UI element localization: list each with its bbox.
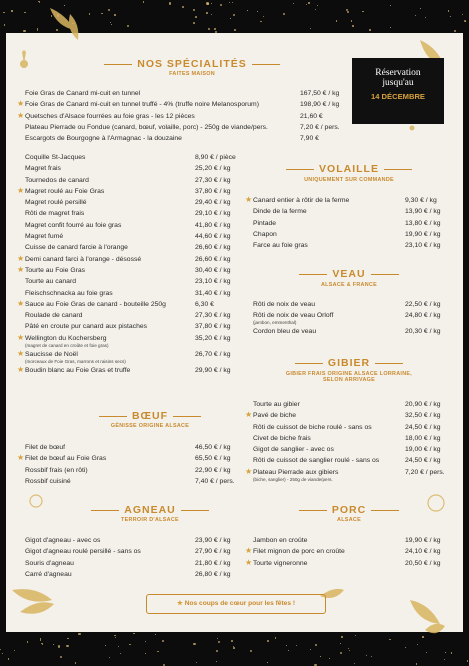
menu-item-price: 20,90 € / kg <box>405 401 441 408</box>
porc-subtitle: ALSACE <box>337 517 361 523</box>
menu-item-price: 32,50 € / kg <box>405 412 441 420</box>
menu-item <box>25 443 245 454</box>
menu-item-price: 6,30 € <box>195 300 214 308</box>
menu-item-price: 8,90 € / pièce <box>195 154 236 161</box>
star-icon: ★ <box>17 348 25 358</box>
menu-item <box>25 559 245 570</box>
menu-item-name: Filet de bœuf au Foie Gras <box>25 455 107 463</box>
volaille-title: VOLAILLE <box>255 163 443 175</box>
menu-item-price: 24,50 € / kg <box>405 457 441 465</box>
menu-item-name: Pintade <box>253 219 277 227</box>
menu-item-name: Civet de biche frais <box>253 434 311 442</box>
star-icon: ★ <box>17 332 25 342</box>
menu-item <box>245 557 453 570</box>
menu-item <box>253 219 453 230</box>
menu-item-price: 27,30 € / kg <box>195 312 231 320</box>
star-icon: ★ <box>17 453 25 463</box>
star-icon: ★ <box>245 195 253 204</box>
menu-item <box>25 466 245 477</box>
menu-item-name: Magret frais <box>25 165 61 173</box>
menu-item-name: Magret confit fourré au foie gras <box>25 221 122 229</box>
menu-item <box>17 264 245 277</box>
volaille-subtitle: UNIQUEMENT SUR COMMANDE <box>304 177 394 183</box>
specialites-title: NOS SPÉCIALITÉS <box>92 58 292 70</box>
menu-item-name: Cuisse de canard farcie à l'orange <box>25 244 128 252</box>
menu-item-name: Pâté en croute pur canard aux pistaches <box>25 323 148 331</box>
menu-item-price: 7,90 € <box>300 135 319 143</box>
menu-item-note: (jambon, emmenthal) <box>253 320 297 326</box>
veau-title: VEAU <box>255 268 443 280</box>
menu-item-name: Fleischschnacka au foie gras <box>25 289 113 297</box>
menu-item <box>25 123 345 134</box>
menu-item-name: Coquille St-Jacques <box>25 154 86 161</box>
menu-item-name: Magret fumé <box>25 233 64 241</box>
reservation-line1: Réservation <box>375 68 421 78</box>
menu-item <box>17 99 345 111</box>
menu-item <box>25 322 245 333</box>
star-icon: ★ <box>17 264 25 274</box>
menu-item <box>253 445 453 456</box>
menu-item-note: (morceaux de Foie Gras, marrons et raisins secs) <box>25 358 126 364</box>
menu-item-name: Filet de bœuf <box>25 444 66 451</box>
menu-item-name: Saucisse de Noël <box>25 350 78 358</box>
volaille-list <box>245 195 453 252</box>
menu-item-name: Rôti de cuissot de biche roulé - sans os <box>253 423 372 431</box>
menu-item-note: (magret de canard en croûte et foie gras) <box>25 342 109 348</box>
menu-item-price: 198,90 € / kg <box>300 101 340 109</box>
menu-item-name: Tourte au Foie Gras <box>25 266 86 274</box>
menu-item <box>245 546 453 558</box>
menu-item-price: 24,50 € / kg <box>405 423 441 431</box>
menu-item-name: Filet mignon de porc en croûte <box>253 548 345 556</box>
agneau-list <box>25 536 245 581</box>
boeuf-subtitle: GÉNISSE ORIGINE ALSACE <box>110 423 190 429</box>
menu-item <box>25 176 245 187</box>
menu-item-name: Tourte vigneronne <box>253 559 308 567</box>
menu-item <box>25 289 245 300</box>
menu-item-price: 44,60 € / kg <box>195 233 231 241</box>
menu-item-name: Foie Gras de Canard mi-cuit en tunnel truffé - 4% (truffe noire Melanosporum) <box>25 101 259 109</box>
menu-item-price: 20,30 € / kg <box>405 328 441 336</box>
gibier-title: GIBIER <box>255 357 443 369</box>
menu-item-price: 23,10 € / kg <box>195 278 231 286</box>
menu-item <box>25 547 245 558</box>
boeuf-list <box>17 443 245 488</box>
menu-item <box>17 298 245 311</box>
menu-item-name: Gigot d'agneau roulé persillé - sans os <box>25 548 141 556</box>
star-icon: ★ <box>245 410 253 420</box>
menu-item-name: Wellington du Kochersberg <box>25 334 107 342</box>
menu-item-price: 37,80 € / kg <box>195 187 231 195</box>
menu-item <box>253 327 453 338</box>
menu-item <box>25 198 245 209</box>
menu-item-price: 24,10 € / kg <box>405 548 441 556</box>
menu-item-price: 18,00 € / kg <box>405 434 441 442</box>
menu-item <box>253 536 453 547</box>
menu-item-price: 30,40 € / kg <box>195 266 231 274</box>
menu-item <box>245 410 453 422</box>
menu-item-price: 26,60 € / kg <box>195 255 231 263</box>
menu-item-name: Rôti de noix de veau <box>253 301 315 308</box>
menu-item <box>25 243 245 254</box>
menu-item-name: Demi canard farci à l'orange - désossé <box>25 255 142 263</box>
menu-item-name: Plateau Pierrade aux gibiers <box>253 468 339 476</box>
menu-item-price: 21,80 € / kg <box>195 559 231 567</box>
star-icon: ★ <box>17 185 25 195</box>
menu-item-name: Sauce au Foie Gras de canard - bouteille 250g <box>25 300 166 308</box>
menu-item-price: 19,90 € / kg <box>405 537 441 544</box>
menu-item-price: 23,90 € / kg <box>195 537 231 544</box>
favorites-legend <box>146 594 326 614</box>
menu-item <box>25 477 245 488</box>
menu-item-price: 13,80 € / kg <box>405 219 441 227</box>
specialites-list-2 <box>17 153 245 377</box>
menu-item-name: Dinde de la ferme <box>253 208 307 216</box>
menu-item <box>25 221 245 232</box>
menu-item <box>17 185 245 198</box>
star-icon: ★ <box>17 110 25 120</box>
menu-item-name: Rôti de noix de veau Orloff <box>253 312 334 320</box>
menu-item-name: Jambon en croûte <box>253 537 308 544</box>
menu-item-price: 35,20 € / kg <box>195 334 231 342</box>
star-icon: ★ <box>245 466 253 476</box>
menu-item-name: Roulade de canard <box>25 312 83 320</box>
menu-item-name: Farce au foie gras <box>253 242 308 250</box>
menu-item-price: 26,70 € / kg <box>195 350 231 358</box>
star-icon: ★ <box>245 546 253 556</box>
menu-item <box>17 332 245 350</box>
menu-item-price: 65,50 € / kg <box>195 455 231 463</box>
menu-item-price: 7,20 € / pers. <box>300 123 340 131</box>
menu-item-price: 27,90 € / kg <box>195 548 231 556</box>
menu-item <box>253 400 453 411</box>
menu-item-price: 9,30 € / kg <box>405 197 437 204</box>
gibier-list <box>245 400 453 484</box>
menu-item-price: 46,50 € / kg <box>195 444 231 451</box>
agneau-title: AGNEAU <box>60 504 240 516</box>
menu-item <box>25 570 245 581</box>
menu-item <box>25 89 345 100</box>
reservation-line2: jusqu'au <box>382 78 414 88</box>
menu-item-price: 19,00 € / kg <box>405 446 441 454</box>
star-icon: ★ <box>245 557 253 567</box>
porc-title: PORC <box>255 504 443 516</box>
menu-item-price: 37,80 € / kg <box>195 323 231 331</box>
star-icon: ★ <box>176 600 183 607</box>
boeuf-title: BŒUF <box>60 410 240 422</box>
menu-item <box>253 434 453 445</box>
menu-item <box>25 311 245 322</box>
menu-item-name: Souris d'agneau <box>25 559 74 567</box>
star-icon: ★ <box>17 298 25 308</box>
menu-item-price: 29,40 € / kg <box>195 199 231 207</box>
menu-item <box>253 300 453 311</box>
menu-item-price: 19,90 € / kg <box>405 230 441 238</box>
menu-item-name: Chapon <box>253 230 277 238</box>
menu-item-name: Rôti de magret frais <box>25 210 85 218</box>
menu-item-name: Rôti de cuissot de sanglier roulé - sans os <box>253 457 380 465</box>
menu-item-price: 27,30 € / kg <box>195 176 231 184</box>
menu-item-name: Gigot d'agneau - avec os <box>25 537 101 544</box>
menu-item <box>253 207 453 218</box>
menu-item-price: 7,40 € / pers. <box>195 477 235 485</box>
menu-item-price: 25,20 € / kg <box>195 165 231 173</box>
menu-item-name: Tourte au gibier <box>253 401 300 408</box>
menu-item <box>25 153 245 164</box>
menu-item-price: 22,50 € / kg <box>405 301 441 308</box>
menu-item <box>253 230 453 241</box>
menu-item-price: 26,60 € / kg <box>195 244 231 252</box>
menu-item <box>245 466 453 484</box>
menu-item-price: 167,50 € / kg <box>300 90 340 97</box>
menu-item <box>253 456 453 467</box>
menu-item-name: Tournedos de canard <box>25 176 89 184</box>
star-icon: ★ <box>17 253 25 263</box>
star-icon: ★ <box>17 99 25 109</box>
menu-item-name: Escargots de Bourgogne à l'Armagnac - la douzaine <box>25 135 182 143</box>
menu-item-price: 29,10 € / kg <box>195 210 231 218</box>
menu-item <box>17 253 245 266</box>
menu-item <box>25 164 245 175</box>
reservation-box <box>352 58 444 124</box>
menu-item <box>25 536 245 547</box>
menu-item-price: 26,80 € / kg <box>195 570 231 578</box>
menu-item <box>253 241 453 252</box>
menu-item-price: 29,90 € / kg <box>195 366 231 374</box>
star-icon: ★ <box>17 364 25 374</box>
menu-item-name: Plateau Pierrade ou Fondue (canard, bœuf, volaille, porc) - 250g de viande/pers. <box>25 123 268 131</box>
menu-item <box>253 423 453 434</box>
menu-item-name: Carré d'agneau <box>25 570 72 578</box>
menu-item-price: 23,10 € / kg <box>405 242 441 250</box>
veau-subtitle: ALSACE & FRANCE <box>320 282 377 288</box>
menu-item <box>17 453 245 465</box>
agneau-subtitle: TERROIR D'ALSACE <box>121 517 179 523</box>
menu-item-price: 13,90 € / kg <box>405 208 441 216</box>
menu-item-name: Foie Gras de Canard mi-cuit en tunnel <box>25 90 141 97</box>
menu-item <box>253 311 453 327</box>
menu-item-name: Rossbif cuisiné <box>25 477 71 485</box>
menu-item-name: Canard entier à rôtir de la ferme <box>253 197 350 204</box>
menu-item <box>17 348 245 366</box>
menu-item-name: Boudin blanc au Foie Gras et truffe <box>25 366 131 374</box>
menu-item <box>17 110 345 123</box>
porc-list <box>245 536 453 570</box>
menu-item-name: Cordon bleu de veau <box>253 328 317 336</box>
menu-item <box>17 364 245 377</box>
specialites-subtitle: FAITES MAISON <box>169 71 215 77</box>
menu-item <box>25 134 345 145</box>
reservation-deadline: 14 DÉCEMBRE <box>370 92 425 101</box>
menu-item-name: Gigot de sanglier - avec os <box>253 446 334 454</box>
menu-item <box>25 232 245 243</box>
menu-item-name: Magret roulé persillé <box>25 199 87 207</box>
menu-item-name: Rossbif frais (en rôti) <box>25 466 88 474</box>
specialites-list <box>17 89 345 145</box>
menu-item-price: 24,80 € / kg <box>405 312 441 320</box>
menu-item-price: 21,60 € <box>300 112 323 120</box>
favorites-legend-text: Nos coups de cœur pour les fêtes ! <box>184 600 296 607</box>
veau-list <box>253 300 453 339</box>
menu-item-price: 41,80 € / kg <box>195 221 231 229</box>
menu-item <box>25 277 245 288</box>
gibier-subtitle: GIBIER FRAIS ORIGINE ALSACE LORRAINE, SELON ARRIVAGE <box>285 371 413 383</box>
menu-item-price: 20,50 € / kg <box>405 559 441 567</box>
menu-item-name: Pavé de biche <box>253 412 297 420</box>
menu-item-note: (biche, sanglier) - 250g de viande/pers. <box>253 476 333 482</box>
menu-item-name: Tourte au canard <box>25 278 77 286</box>
menu-item-price: 22,90 € / kg <box>195 466 231 474</box>
menu-item <box>25 209 245 220</box>
menu-item-name: Magret roulé au Foie Gras <box>25 187 105 195</box>
menu-item-price: 31,40 € / kg <box>195 289 231 297</box>
menu-item-price: 7,20 € / pers. <box>405 468 445 476</box>
menu-item-name: Quetsches d'Alsace fourrées au foie gras - les 12 pièces <box>25 112 195 120</box>
menu-item <box>245 195 453 207</box>
